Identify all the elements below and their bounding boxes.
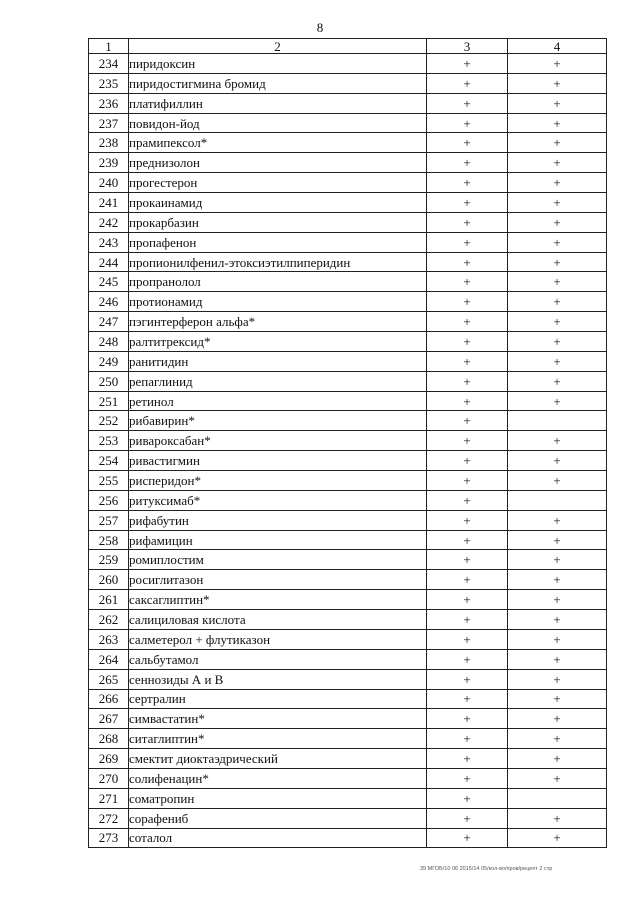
drug-name: ритуксимаб* <box>129 490 427 510</box>
page-number: 8 <box>316 20 324 35</box>
table-row <box>89 471 607 491</box>
table-row <box>89 252 607 272</box>
drug-name: росиглитазон <box>129 570 427 590</box>
column-4-mark: + <box>508 173 607 193</box>
column-3-mark: + <box>427 73 508 93</box>
row-number: 262 <box>89 610 129 630</box>
column-4-mark: + <box>508 768 607 788</box>
drug-name: ривастигмин <box>129 451 427 471</box>
column-3-mark: + <box>427 629 508 649</box>
table-row <box>89 411 607 431</box>
row-number: 269 <box>89 749 129 769</box>
row-number: 251 <box>89 391 129 411</box>
drug-name: рисперидон* <box>129 471 427 491</box>
table-row <box>89 550 607 570</box>
column-3-mark: + <box>427 272 508 292</box>
drug-name: ранитидин <box>129 351 427 371</box>
row-number: 252 <box>89 411 129 431</box>
column-4-mark: + <box>508 252 607 272</box>
column-3-mark: + <box>427 391 508 411</box>
column-4-mark: + <box>508 669 607 689</box>
row-number: 243 <box>89 232 129 252</box>
drug-name: симвастатин* <box>129 709 427 729</box>
row-number: 238 <box>89 133 129 153</box>
table-row <box>89 669 607 689</box>
table-row <box>89 590 607 610</box>
table-row <box>89 451 607 471</box>
row-number: 248 <box>89 332 129 352</box>
row-number: 247 <box>89 312 129 332</box>
row-number: 240 <box>89 173 129 193</box>
row-number: 268 <box>89 729 129 749</box>
column-3-mark: + <box>427 212 508 232</box>
table-row <box>89 212 607 232</box>
drug-name: пиридостигмина бромид <box>129 73 427 93</box>
drug-name: прокаинамид <box>129 193 427 213</box>
table-row <box>89 689 607 709</box>
table-row <box>89 93 607 113</box>
column-3-mark: + <box>427 510 508 530</box>
row-number: 241 <box>89 193 129 213</box>
column-3-mark: + <box>427 252 508 272</box>
drug-name: сертралин <box>129 689 427 709</box>
column-4-mark: + <box>508 808 607 828</box>
column-3-mark: + <box>427 570 508 590</box>
column-3-mark: + <box>427 93 508 113</box>
table-row <box>89 54 607 74</box>
column-4-mark: + <box>508 113 607 133</box>
drug-name: рибавирин* <box>129 411 427 431</box>
table-row <box>89 629 607 649</box>
column-3-mark: + <box>427 351 508 371</box>
drug-name: ромиплостим <box>129 550 427 570</box>
column-4-mark: + <box>508 610 607 630</box>
table-row <box>89 371 607 391</box>
column-header-number: 1 <box>89 39 129 54</box>
drug-name: сеннозиды А и В <box>129 669 427 689</box>
row-number: 257 <box>89 510 129 530</box>
row-number: 255 <box>89 471 129 491</box>
drug-name: пэгинтерферон альфа* <box>129 312 427 332</box>
drug-list-table <box>88 38 607 848</box>
table-row <box>89 391 607 411</box>
drug-name: платифиллин <box>129 93 427 113</box>
column-3-mark: + <box>427 153 508 173</box>
table-row <box>89 610 607 630</box>
column-3-mark: + <box>427 411 508 431</box>
table-row <box>89 530 607 550</box>
column-3-mark: + <box>427 550 508 570</box>
table-row <box>89 510 607 530</box>
column-header-3: 3 <box>427 39 508 54</box>
column-3-mark: + <box>427 649 508 669</box>
table-row <box>89 232 607 252</box>
column-4-mark <box>508 490 607 510</box>
column-4-mark: + <box>508 471 607 491</box>
column-4-mark: + <box>508 351 607 371</box>
column-3-mark: + <box>427 828 508 848</box>
drug-name: прокарбазин <box>129 212 427 232</box>
column-3-mark: + <box>427 292 508 312</box>
column-4-mark: + <box>508 689 607 709</box>
column-4-mark: + <box>508 193 607 213</box>
column-4-mark <box>508 788 607 808</box>
column-3-mark: + <box>427 471 508 491</box>
row-number: 234 <box>89 54 129 74</box>
row-number: 270 <box>89 768 129 788</box>
column-3-mark: + <box>427 232 508 252</box>
row-number: 237 <box>89 113 129 133</box>
column-header-4: 4 <box>508 39 607 54</box>
table-row <box>89 133 607 153</box>
row-number: 239 <box>89 153 129 173</box>
column-4-mark: + <box>508 93 607 113</box>
row-number: 264 <box>89 649 129 669</box>
drug-name: саксаглиптин* <box>129 590 427 610</box>
drug-name: ситаглиптин* <box>129 729 427 749</box>
column-4-mark: + <box>508 153 607 173</box>
column-3-mark: + <box>427 768 508 788</box>
table-header-row <box>89 39 607 54</box>
column-3-mark: + <box>427 669 508 689</box>
column-3-mark: + <box>427 610 508 630</box>
table-row <box>89 272 607 292</box>
table-row <box>89 649 607 669</box>
column-4-mark: + <box>508 391 607 411</box>
column-3-mark: + <box>427 312 508 332</box>
column-4-mark: + <box>508 73 607 93</box>
column-3-mark: + <box>427 530 508 550</box>
drug-name: салметерол + флутиказон <box>129 629 427 649</box>
column-header-name: 2 <box>129 39 427 54</box>
drug-name: повидон-йод <box>129 113 427 133</box>
table-row <box>89 351 607 371</box>
column-3-mark: + <box>427 451 508 471</box>
drug-name: ретинол <box>129 391 427 411</box>
drug-name: пропионилфенил-этоксиэтилпиперидин <box>129 252 427 272</box>
drug-name: прамипексол* <box>129 133 427 153</box>
row-number: 256 <box>89 490 129 510</box>
table-row <box>89 73 607 93</box>
drug-name: преднизолон <box>129 153 427 173</box>
column-4-mark: + <box>508 272 607 292</box>
column-3-mark: + <box>427 689 508 709</box>
drug-name: репаглинид <box>129 371 427 391</box>
table-row <box>89 193 607 213</box>
column-3-mark: + <box>427 431 508 451</box>
drug-name: пропранолол <box>129 272 427 292</box>
row-number: 263 <box>89 629 129 649</box>
table-row <box>89 332 607 352</box>
column-4-mark: + <box>508 749 607 769</box>
column-3-mark: + <box>427 193 508 213</box>
table-row <box>89 828 607 848</box>
column-4-mark: + <box>508 451 607 471</box>
column-3-mark: + <box>427 113 508 133</box>
drug-name: соматропин <box>129 788 427 808</box>
table-row <box>89 292 607 312</box>
column-4-mark: + <box>508 133 607 153</box>
row-number: 259 <box>89 550 129 570</box>
column-4-mark: + <box>508 530 607 550</box>
column-3-mark: + <box>427 788 508 808</box>
column-4-mark: + <box>508 828 607 848</box>
row-number: 246 <box>89 292 129 312</box>
table-row <box>89 768 607 788</box>
row-number: 261 <box>89 590 129 610</box>
table-header <box>89 39 607 54</box>
drug-name: пропафенон <box>129 232 427 252</box>
table-row <box>89 808 607 828</box>
column-3-mark: + <box>427 173 508 193</box>
column-3-mark: + <box>427 54 508 74</box>
drug-name: протионамид <box>129 292 427 312</box>
column-4-mark: + <box>508 550 607 570</box>
drug-name: ривароксабан* <box>129 431 427 451</box>
drug-name: сорафениб <box>129 808 427 828</box>
column-4-mark: + <box>508 54 607 74</box>
column-4-mark: + <box>508 629 607 649</box>
column-3-mark: + <box>427 590 508 610</box>
column-3-mark: + <box>427 490 508 510</box>
row-number: 235 <box>89 73 129 93</box>
row-number: 245 <box>89 272 129 292</box>
drug-name: соталол <box>129 828 427 848</box>
column-3-mark: + <box>427 749 508 769</box>
table-row <box>89 490 607 510</box>
column-3-mark: + <box>427 133 508 153</box>
table-row <box>89 431 607 451</box>
table-row <box>89 312 607 332</box>
drug-name: солифенацин* <box>129 768 427 788</box>
row-number: 266 <box>89 689 129 709</box>
column-4-mark: + <box>508 570 607 590</box>
column-4-mark: + <box>508 431 607 451</box>
row-number: 267 <box>89 709 129 729</box>
table-row <box>89 749 607 769</box>
drug-name: салициловая кислота <box>129 610 427 630</box>
footer-note: 39 МГОБ/10 06 2015/14 05/кол-во/пров/рецепт 2 стр <box>420 866 553 872</box>
row-number: 250 <box>89 371 129 391</box>
column-4-mark: + <box>508 212 607 232</box>
table-row <box>89 153 607 173</box>
column-4-mark: + <box>508 371 607 391</box>
column-4-mark: + <box>508 232 607 252</box>
column-4-mark: + <box>508 590 607 610</box>
table-row <box>89 788 607 808</box>
column-3-mark: + <box>427 371 508 391</box>
table-row <box>89 729 607 749</box>
column-3-mark: + <box>427 709 508 729</box>
drug-name: ралтитрексид* <box>129 332 427 352</box>
table-row <box>89 709 607 729</box>
column-4-mark: + <box>508 312 607 332</box>
column-4-mark: + <box>508 292 607 312</box>
drug-name: пиридоксин <box>129 54 427 74</box>
row-number: 244 <box>89 252 129 272</box>
row-number: 254 <box>89 451 129 471</box>
row-number: 271 <box>89 788 129 808</box>
column-4-mark: + <box>508 729 607 749</box>
table-row <box>89 173 607 193</box>
row-number: 265 <box>89 669 129 689</box>
column-4-mark: + <box>508 709 607 729</box>
row-number: 273 <box>89 828 129 848</box>
row-number: 249 <box>89 351 129 371</box>
column-3-mark: + <box>427 808 508 828</box>
column-3-mark: + <box>427 729 508 749</box>
drug-name: прогестерон <box>129 173 427 193</box>
column-4-mark: + <box>508 510 607 530</box>
row-number: 260 <box>89 570 129 590</box>
column-4-mark <box>508 411 607 431</box>
column-4-mark: + <box>508 649 607 669</box>
table-row <box>89 570 607 590</box>
column-3-mark: + <box>427 332 508 352</box>
drug-name: рифабутин <box>129 510 427 530</box>
row-number: 242 <box>89 212 129 232</box>
drug-name: смектит диоктаэдрический <box>129 749 427 769</box>
drug-name: сальбутамол <box>129 649 427 669</box>
column-4-mark: + <box>508 332 607 352</box>
drug-name: рифамицин <box>129 530 427 550</box>
table-row <box>89 113 607 133</box>
row-number: 236 <box>89 93 129 113</box>
row-number: 253 <box>89 431 129 451</box>
row-number: 272 <box>89 808 129 828</box>
table-body <box>89 54 607 848</box>
row-number: 258 <box>89 530 129 550</box>
